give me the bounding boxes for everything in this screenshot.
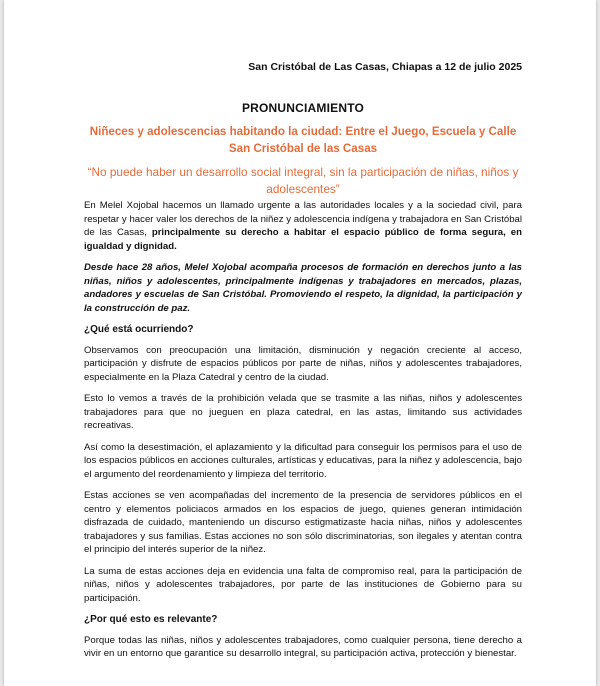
document-subtitle: Niñeces y adolescencias habitando la ciudad: Entre el Juego, Escuela y Calle San Cristóbal de las Casas bbox=[89, 125, 517, 155]
paragraph-8: Porque todas las niñas, niños y adolescentes trabajadores, como cualquier persona, tiene derecho a vivir en un entorno que garantice su desarrollo integral, su participación activa, protección y bienestar. bbox=[84, 634, 522, 659]
paragraph-7: La suma de estas acciones deja en evidencia una falta de compromiso real, para la participación de niñas, niños y adolescentes trabajadores, por parte de las instituciones de Gobierno para su participación. bbox=[84, 565, 522, 604]
date-line: San Cristóbal de Las Casas, Chiapas a 12 de julio 2025 bbox=[248, 61, 522, 73]
paragraph-3: Observamos con preocupación una limitación, disminución y negación creciente al acceso, participación y disfrute de espacios públicos por parte de niñas, niños y adolescentes trabajadores, especialmente en la Plaza Catedral y centro de la ciudad. bbox=[84, 344, 522, 383]
paragraph-1-text: En Melel Xojobal hacemos un llamado urgente a las autoridades locales y a la sociedad civil, para respetar y hacer valer los derechos de la niñez y adolescencia indígena y trabajadora en San Cristóbal de las Casas, bbox=[84, 200, 522, 238]
paragraph-2: Desde hace 28 años, Melel Xojobal acompaña procesos de formación en derechos junto a las niñas, niños y adolescentes, principalmente indígenas y trabajadores en mercados, plazas, andadores y escuelas de San Cristóbal. Promoviendo el respeto, la dignidad, la participación y la construcción de paz. bbox=[84, 262, 522, 314]
document-page bbox=[4, 0, 596, 686]
document-quote: “No puede haber un desarrollo social integral, sin la participación de niñas, niños y adolescentes” bbox=[87, 165, 519, 196]
paragraph-4: Esto lo vemos a través de la prohibición velada que se trasmite a las niñas, niños y adolescentes trabajadores para que no jueguen en plaza catedral, en las astas, limitando sus actividades recreativas. bbox=[84, 393, 522, 431]
document-body bbox=[84, 199, 522, 669]
section-question-2: ¿Por qué esto es relevante? bbox=[84, 614, 218, 625]
paragraph-6: Estas acciones se ven acompañadas del incremento de la presencia de servidores públicos en el centro y elementos policiacos armados en los espacios de juego, quienes generan intimidación disfrazada de cuidado, manteniendo un discurso estigmatizaste hacia niñas, niños y adolescentes trabajadores y sus familias. Estas acciones no son sólo discriminatorias, son ilegales y atentan contra el principio del interés superior de la niñez. bbox=[84, 490, 522, 555]
paragraph-1 bbox=[84, 199, 522, 253]
paragraph-5: Así como la desestimación, el aplazamiento y la dificultad para conseguir los permisos para el uso de los espacios públicos en acciones culturales, artísticas y educativas, para la niñez y adolescencia, bajo el argumento del reordenamiento y limpieza del territorio. bbox=[84, 441, 522, 480]
paragraph-1-emphasis: principalmente su derecho a habitar el espacio público de forma segura, en igualdad y dignidad. bbox=[84, 227, 523, 252]
document-heading: PRONUNCIAMIENTO bbox=[241, 101, 365, 115]
section-question-1: ¿Qué está ocurriendo? bbox=[84, 324, 194, 335]
